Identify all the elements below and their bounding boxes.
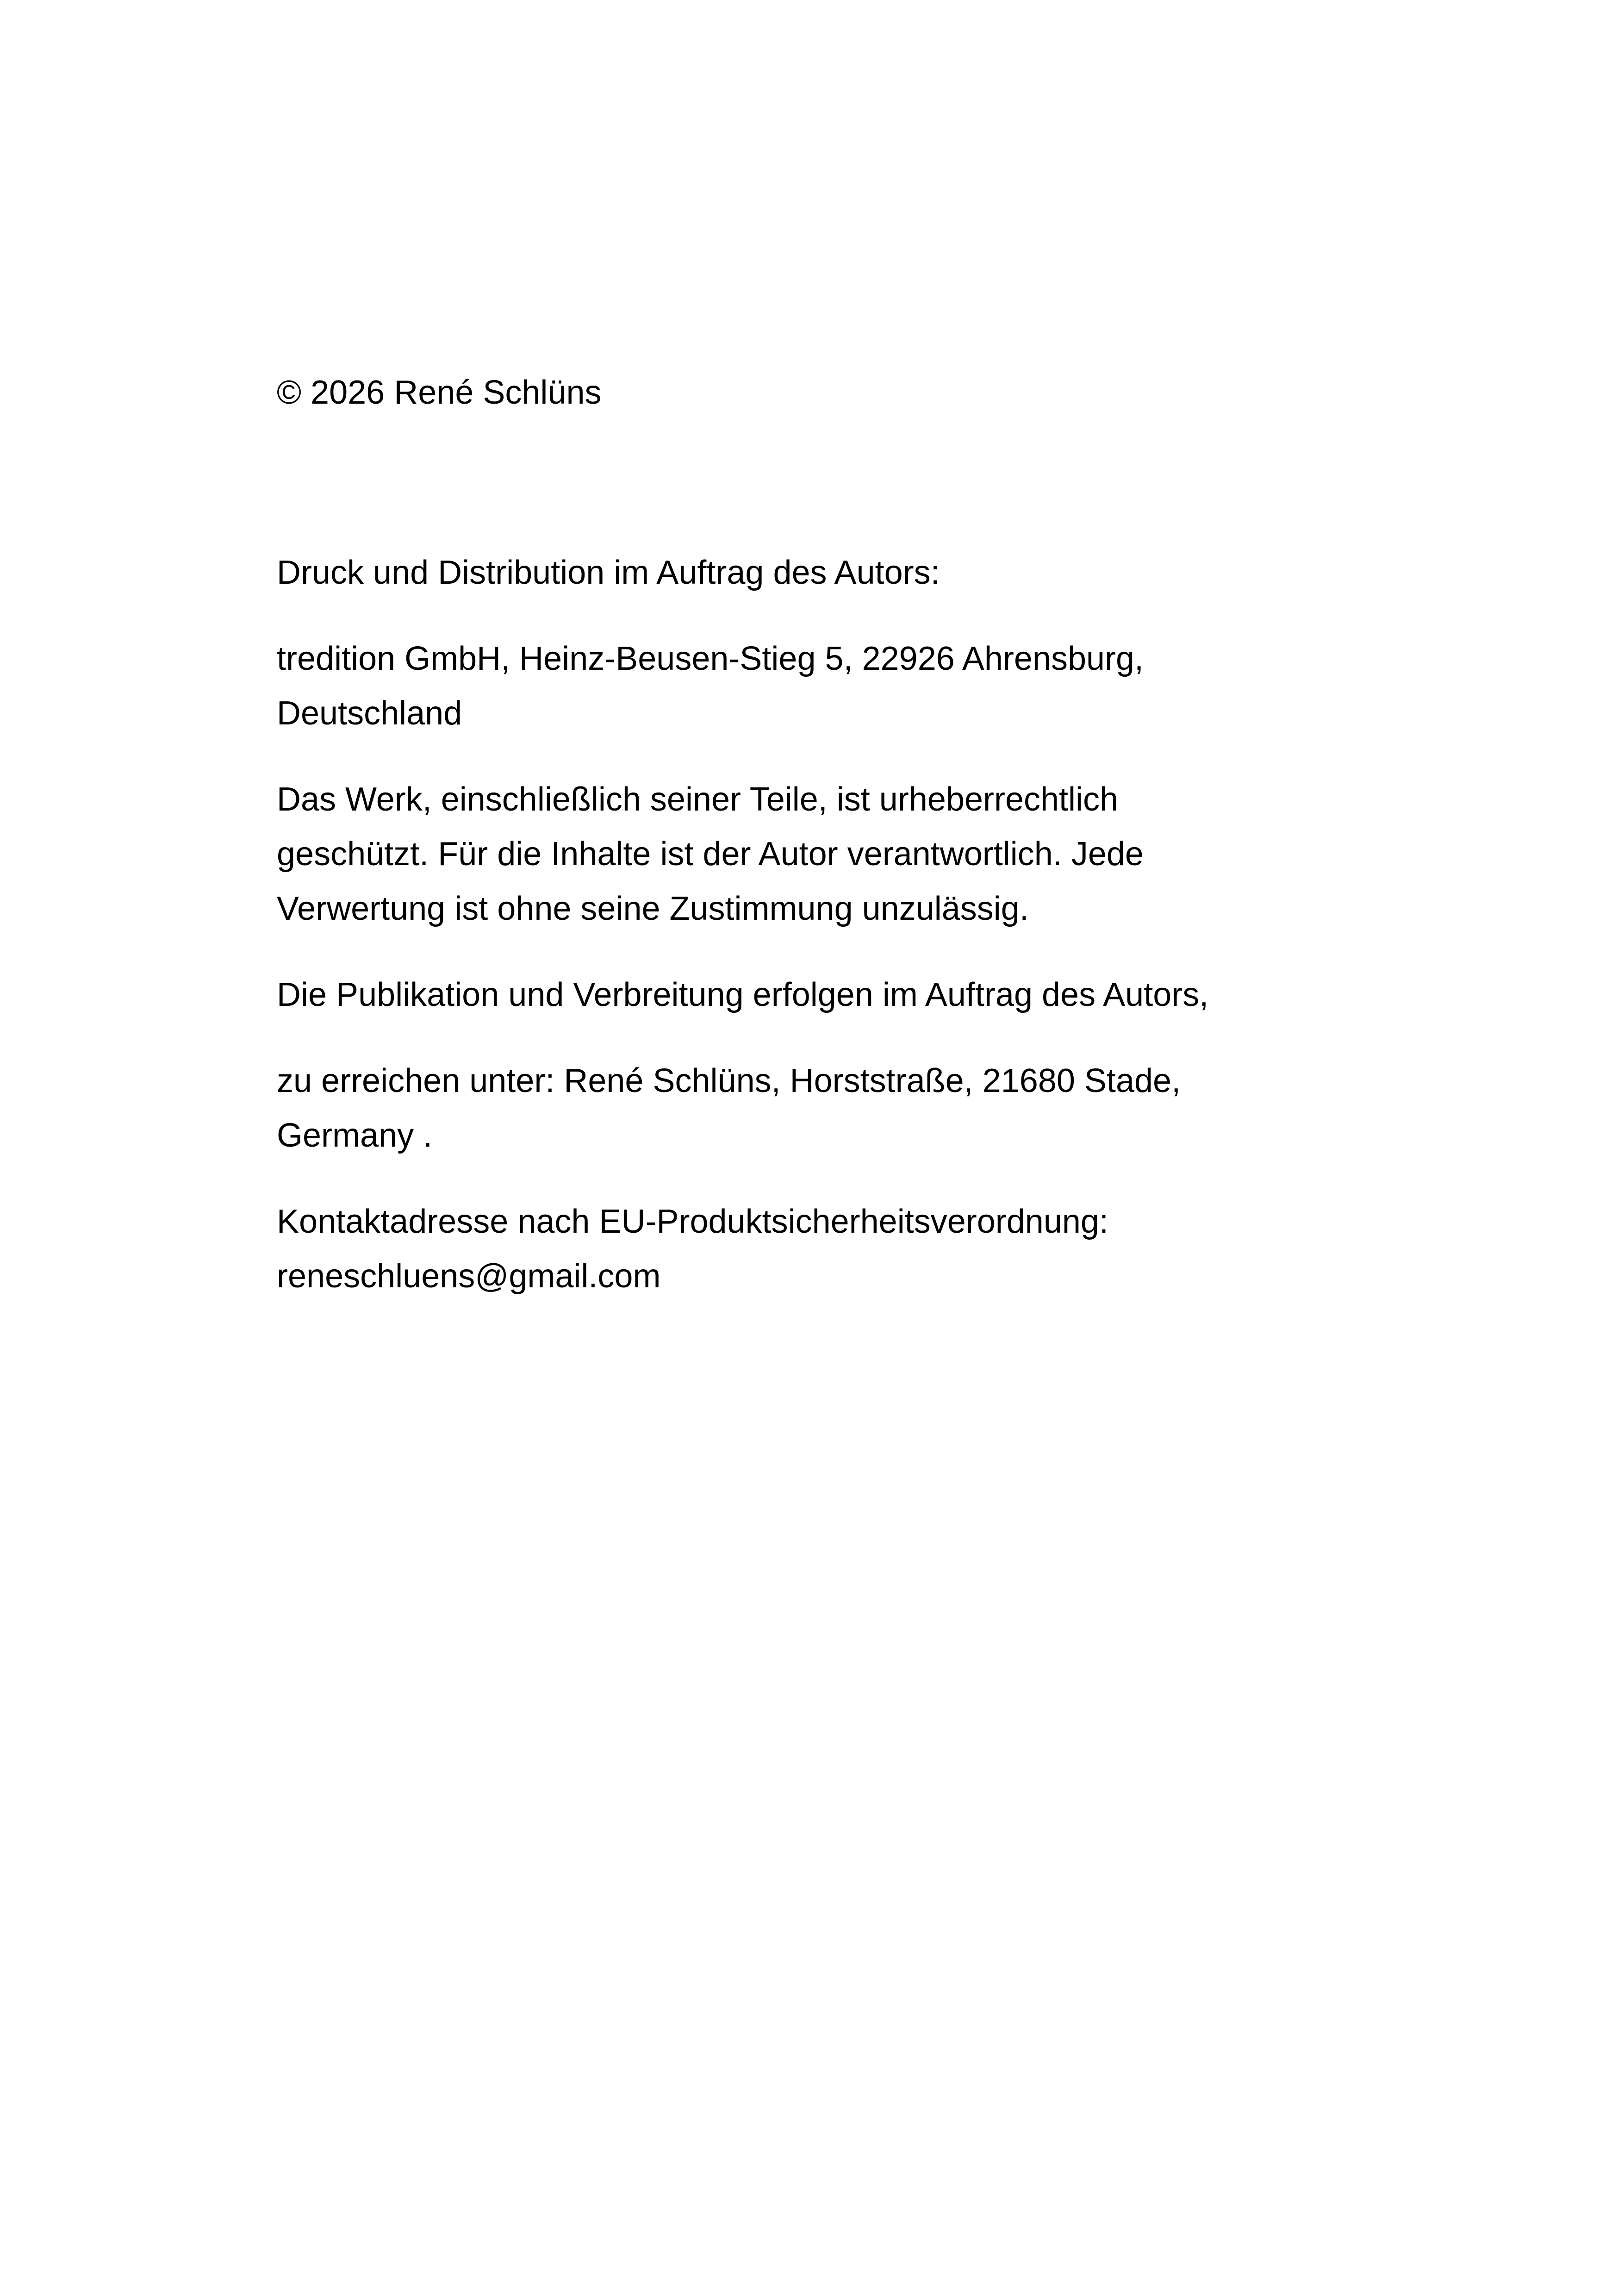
publisher-address [277, 631, 1350, 741]
publisher-address-line-1: tredition GmbH, Heinz-Beusen-Stieg 5, 22926 Ahrensburg, [277, 640, 1144, 677]
contact-email: reneschluens@gmail.com [277, 1258, 661, 1295]
product-safety-contact-label: Kontaktadresse nach EU-Produktsicherheitsverordnung: [277, 1203, 1108, 1240]
copyright-protection-line-1: Das Werk, einschließlich seiner Teile, ist urheberrechtlich [277, 781, 1119, 818]
author-address [277, 1054, 1350, 1163]
imprint-block [277, 545, 1350, 1304]
copyright-notice: © 2026 René Schlüns [277, 374, 602, 411]
author-address-line-2: Germany . [277, 1117, 433, 1154]
copyright-protection-line-3: Verwertung ist ohne seine Zustimmung unzulässig. [277, 890, 1029, 927]
publication-note: Die Publikation und Verbreitung erfolgen im Auftrag des Autors, [277, 976, 1209, 1013]
copyright-protection-paragraph [277, 772, 1350, 936]
publisher-address-line-2: Deutschland [277, 695, 462, 732]
author-address-line-1: zu erreichen unter: René Schlüns, Horststraße, 21680 Stade, [277, 1062, 1181, 1099]
print-distribution-note: Druck und Distribution im Auftrag des Autors: [277, 554, 940, 591]
copyright-protection-line-2: geschützt. Für die Inhalte ist der Autor verantwortlich. Jede [277, 836, 1144, 873]
product-safety-contact [277, 1194, 1350, 1304]
